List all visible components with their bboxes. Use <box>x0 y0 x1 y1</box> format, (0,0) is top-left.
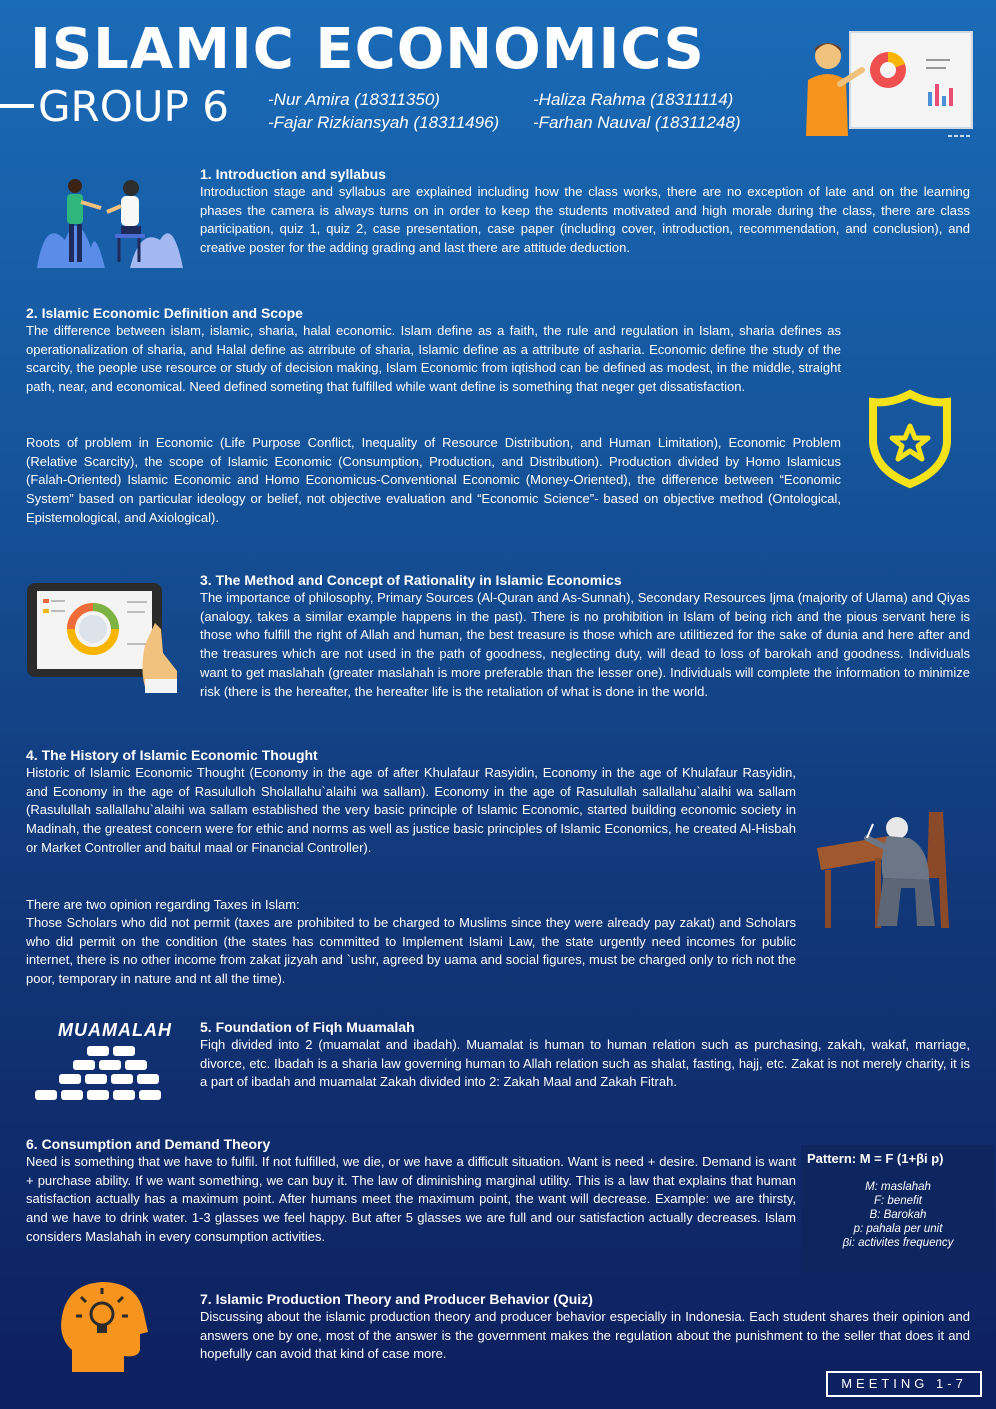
section-1-title: 1. Introduction and syllabus <box>200 166 386 182</box>
meeting-badge: MEETING 1-7 <box>826 1371 982 1397</box>
member-4: -Farhan Nauval (18311248) <box>533 113 741 132</box>
member-3: -Haliza Rahma (18311114) <box>533 90 734 109</box>
muamalah-icon-label: MUAMALAH <box>58 1020 172 1040</box>
section-5-body: Fiqh divided into 2 (muamalat and ibadah). Muamalat is human to human relation such as purchasing, zakah, wakaf, marriage, divorce, etc. Ibadah is a sharia law governing human to Allah relation such as shalat, fasting, hajj, etc. Zakat is not merely charity, it is a part of ibadah and muamalat Zakah divided into 2: Zakah Maal and Zakah Fitrah. <box>200 1037 970 1090</box>
section-2-title: 2. Islamic Economic Definition and Scope <box>26 305 303 321</box>
section-7-title: 7. Islamic Production Theory and Producer Behavior (Quiz) <box>200 1291 593 1307</box>
section-3-title: 3. The Method and Concept of Rationality in Islamic Economics <box>200 572 622 588</box>
section-4-body: Historic of Islamic Economic Thought (Economy in the age of after Khulafaur Rasyidin, Economy in the age of Khulafaur Rasyidin, and Economy in the age of Rasululloh Sholallahu`alaihi wa sallam). Economy in the age of Rasulullah sallallahu`alaihi wa sallam (Rasulullah sallallahu`alaihi wa sallam established the very basic principle of Islamic Economic, started building economic society in Madinah, the greatest concern were for ethic and norms as well as justice basic principles of Islamic Economics, he created Al-Hisbah or Market Controller and baitul maal or Financial Controller). <box>26 765 796 855</box>
pattern-line-2: F: benefit <box>874 1195 922 1207</box>
pattern-line-5: βi: activites frequency <box>842 1237 954 1249</box>
poster-title: ISLAMIC ECONOMICS <box>30 17 705 82</box>
section-1-body: Introduction stage and syllabus are explained including how the class works, there are no exception of late and on the learning phases the camera is always turns on in order to keep the students motivated and high morale during the class, there are class participation, quiz 1, quiz 2, case presentation, case paper (including cover, introduction, recommendation, and conclusion), and creative poster for the adding grading and last there are attitude deduction. <box>200 184 970 256</box>
shield-star-icon <box>867 390 953 488</box>
pattern-box <box>801 1145 995 1273</box>
group-label: GROUP 6 <box>38 82 229 131</box>
member-1: -Nur Amira (18311350) <box>268 90 440 109</box>
presenter-illustration-icon <box>800 18 980 143</box>
pattern-line-4: p: pahala per unit <box>853 1223 943 1235</box>
tablet-chart-icon <box>27 583 183 695</box>
section-4-body-3: Those Scholars who did not permit (taxes are prohibited to be charged to Muslims since they were already pay zakat) and Scholars who did permit on the condition (the states has committed to Implement Islami Law, the state urgently need incomes for public internet, there is no other income from zakat jizyah and `ushr, agreed by uama and social figures, must be charged only to rich not the poor, temporary in nature and nt all the time). <box>26 915 796 987</box>
section-6-body: Need is something that we have to fulfil. If not fulfilled, we die, or we have a difficult situation. Want is need + desire. Demand is want + purchase ability. If we want something, we can buy it. The law of diminishing marginal utility. This is a law that explains that human satisfaction actually has a maximum point. After humans meet the maximum point, the want will decrease. Example: we are thirsty, and we have to drink water. 1-3 glasses we feel happy. But after 5 glasses we are full and our satisfaction actually decreases. Islam considers Maslahah in every consumption activities. <box>26 1154 796 1244</box>
pattern-line-3: B: Barokah <box>869 1209 927 1221</box>
member-2: -Fajar Rizkiansyah (18311496) <box>268 113 500 132</box>
pattern-line-1: M: maslahah <box>865 1181 931 1193</box>
section-4-title: 4. The History of Islamic Economic Thought <box>26 747 318 763</box>
section-2-body-2: Roots of problem in Economic (Life Purpose Conflict, Inequality of Resource Distribution, and Human Limitation), Economic Problem (Relative Scarcity), the scope of Islamic Economic (Consumption, Production, and Distribution). Production divided by Homo Islamicus (Falah-Oriented) Islamic Economic and Homo Economicus-Conventional Economic (Money-Oriented), the difference between “Economic System” based on particular ideology or belief, not objective evaluation and “Economic Science”- based on objective method (Ontological, Epistemological, and Axiological). <box>26 435 841 525</box>
section-5-title: 5. Foundation of Fiqh Muamalah <box>200 1019 415 1035</box>
head-lightbulb-icon <box>58 1280 148 1372</box>
scholar-writing-icon <box>817 808 962 932</box>
group-underline <box>0 104 34 108</box>
section-3-body: The importance of philosophy, Primary Sources (Al-Quran and As-Sunnah), Secondary Resources Ijma (majority of Ulama) and Qiyas (analogy, takes a similar example happens in the past). There is no prohibition in Islam of being rich and the pious servant here is those who fulfill the right of Allah and human, the best treasure is those which are utilitiezed for the sake of dunia and here after and the treasures which are not used in the path of goodness, neglecting duty, will dead to loss of barokah and goodness. Individuals want to get maslahah (greater maslahah is more preferable than the lesser one). Individuals will complete the information to minimize risk (there is the hereafter, the hereafter life is the retaliation of what is done in the world. <box>200 590 970 699</box>
section-2-body: The difference between islam, islamic, sharia, halal economic. Islam define as a faith, the rule and regulation in Islam, sharia defines as operationalization of sharia, and Halal define as atrribute of sharia, Islamic define as a attribute of asharia. Economic define the study of the scarcity, the people use resource or study of decision making, Islam Economic from iqtishod can be defined as modest, in the middle, straight path, near, and economical. Need defined someting that fulfilled while want define is something that neger get dissatisfaction. <box>26 323 841 395</box>
section-6-title: 6. Consumption and Demand Theory <box>26 1136 271 1152</box>
section-7-body: Discussing about the islamic production theory and producer behavior especially in Indonesia. Each student shares their opinion and answers one by one, most of the answer is the government makes the regulation about the punishment to the seller that does it and hopefully can avoid that kind of case more. <box>200 1309 970 1362</box>
section-4-body-2: There are two opinion regarding Taxes in Islam: <box>26 897 300 912</box>
students-illustration-icon <box>35 178 185 270</box>
brick-pyramid-icon <box>35 1044 185 1106</box>
pattern-heading: Pattern: M = F (1+βi p) <box>807 1151 944 1166</box>
